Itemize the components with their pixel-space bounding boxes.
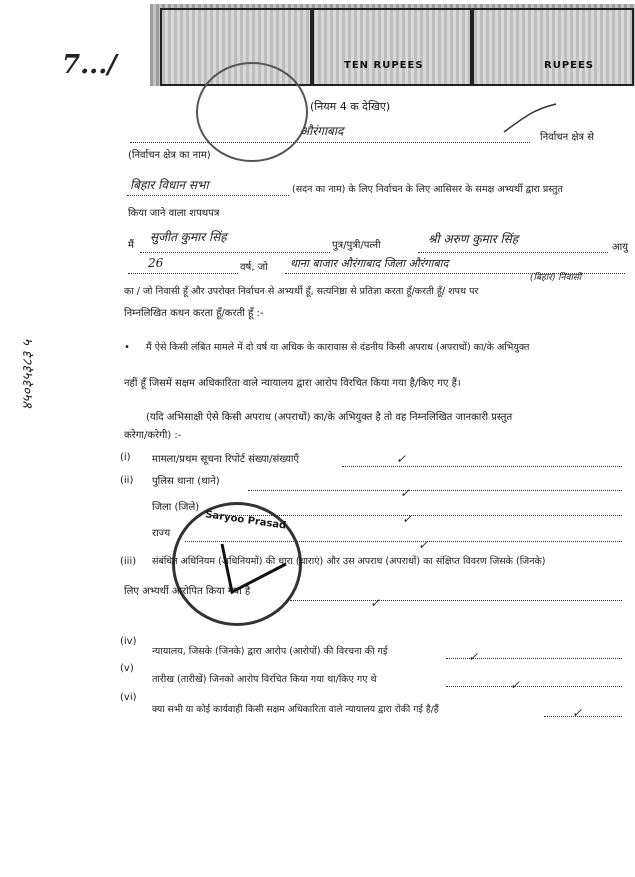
round-seal-top [196,62,308,162]
item-blank [248,490,622,491]
item-label: लिए अभ्यर्थी आरोपित किया गया है [124,586,251,597]
tick-mark: ✓ [370,596,381,610]
item-blank [342,466,622,467]
item-blank [446,686,622,687]
constituency-label: (निर्वाचन क्षेत्र का नाम) [128,150,211,161]
tick-mark: ✓ [402,512,413,526]
line3-suffix: (सदन का नाम) के लिए निर्वाचन के लिए आसिसर के समक्ष अभ्यर्थी द्वारा प्रस्तुत [292,184,563,195]
address-handwritten: थाना बाजार औरंगाबाद जिला औरंगाबाद [290,257,449,270]
name-blank [140,252,330,253]
margin-corner-mark: 7.../ [62,50,117,80]
declaration-para-2b: करेगा/करेगी) :- [124,430,182,441]
item-label: जिला (जिले) [152,502,200,513]
item-number: (iv) [120,636,137,647]
item-number: (vi) [120,692,137,703]
item-label: मामला/प्रथम सूचना रिपोर्ट संख्या/संख्याएँ [152,454,300,465]
age-label: आयु [612,242,629,253]
item-number: (ii) [120,475,134,486]
item-blank [290,600,622,601]
line1-suffix: निर्वाचन क्षेत्र से [540,132,594,143]
item-label: क्या सभी या कोई कार्यवाही किसी सक्षम अधिकारिता वाले न्यायालय द्वारा रोकी गई है/हैं [152,704,439,715]
constituency-handwritten: औरंगाबाद [300,124,344,138]
declaration-para-1b: नहीं हूँ जिसमें सक्षम अधिकारिता वाले न्यायालय द्वारा आरोप विरचित किया गया है/किए गए हैं। [124,378,461,389]
margin-side-number: ४५०३५३८३ ५ [20,340,36,410]
item-label: राज्य [152,528,171,539]
declaration-para-1a: मैं ऐसे किसी लंबित मामले में दो वर्ष या अधिक के कारावास से दंडनीय किसी अपराध (अपराधों) का/के अभियुक्त [146,342,530,353]
relation-label: पुत्र/पुत्री/पत्नी [332,240,381,251]
strike-scribble [200,540,290,600]
tick-mark: ✓ [510,678,521,692]
item-number: (v) [120,663,134,674]
address-handwritten-2: (बिहार) निवासी [530,273,582,283]
item-label: संबंधित अधिनियम (अधिनियमों) की धारा (धाराएं) और उस अपराध (अपराधों) का संक्षिप्त विवरण जिसके (जिनके) [152,556,546,567]
rule-heading: (नियम 4 क देखिए) [310,100,391,113]
revenue-stamp-right [472,8,634,86]
bullet-1: • [124,342,130,353]
affidavit-title-line: किया जाने वाला शपथपत्र [128,208,220,219]
stamp-value-text: TEN RUPEES [344,60,424,71]
tick-mark: ✓ [400,486,411,500]
house-blank [127,195,289,196]
stamp-value-text-right: RUPEES [544,60,595,71]
item-label: पुलिस थाना (थाने) [152,476,220,487]
revenue-stamp-center [312,8,472,86]
age-handwritten: 26 [148,256,164,270]
item-label: तारीख (तारीखें) जिनको आरोप विरचित किया गया था/किए गए थे [152,674,377,685]
line5-prefix: मैं [128,240,134,251]
constituency-blank [130,142,530,143]
declaration-para-2a: (यदि अभिसाक्षी ऐसे किसी अपराध (अपराधों) का/के अभियुक्त है तो वह निम्नलिखित जानकारी प्रस्तुत [146,412,513,423]
line6-mid: वर्ष, जो [240,262,268,273]
father-name-blank [418,252,608,253]
father-name-handwritten: श्री अरुण कुमार सिंह [428,232,519,246]
tick-mark: ✓ [418,538,429,552]
seal-text: Saryoo Prasad [204,509,287,532]
oath-line: का / जो निवासी हूँ और उपरोक्त निर्वाचन से अभ्यर्थी हूँ, सत्यनिष्ठा से प्रतिज्ञा करता हूँ/करती हूँ/ शपथ पर [124,286,479,297]
item-number: (i) [120,452,131,463]
tick-mark: ✓ [468,650,479,664]
tick-mark: ✓ [572,706,583,720]
tick-mark: ✓ [396,452,407,466]
item-blank [544,716,622,717]
item-label: न्यायालय, जिसके (जिनके) द्वारा आरोप (आरोपों) की विरचना की गई [152,646,388,657]
age-blank [128,273,238,274]
item-number: (iii) [120,556,137,567]
signature-scribble [500,100,560,140]
statement-line: निम्नलिखित कथन करता हूँ/करती हूँ :- [124,308,264,319]
house-handwritten: बिहार विधान सभा [130,178,209,192]
deponent-name-handwritten: सुजीत कुमार सिंह [150,230,227,244]
